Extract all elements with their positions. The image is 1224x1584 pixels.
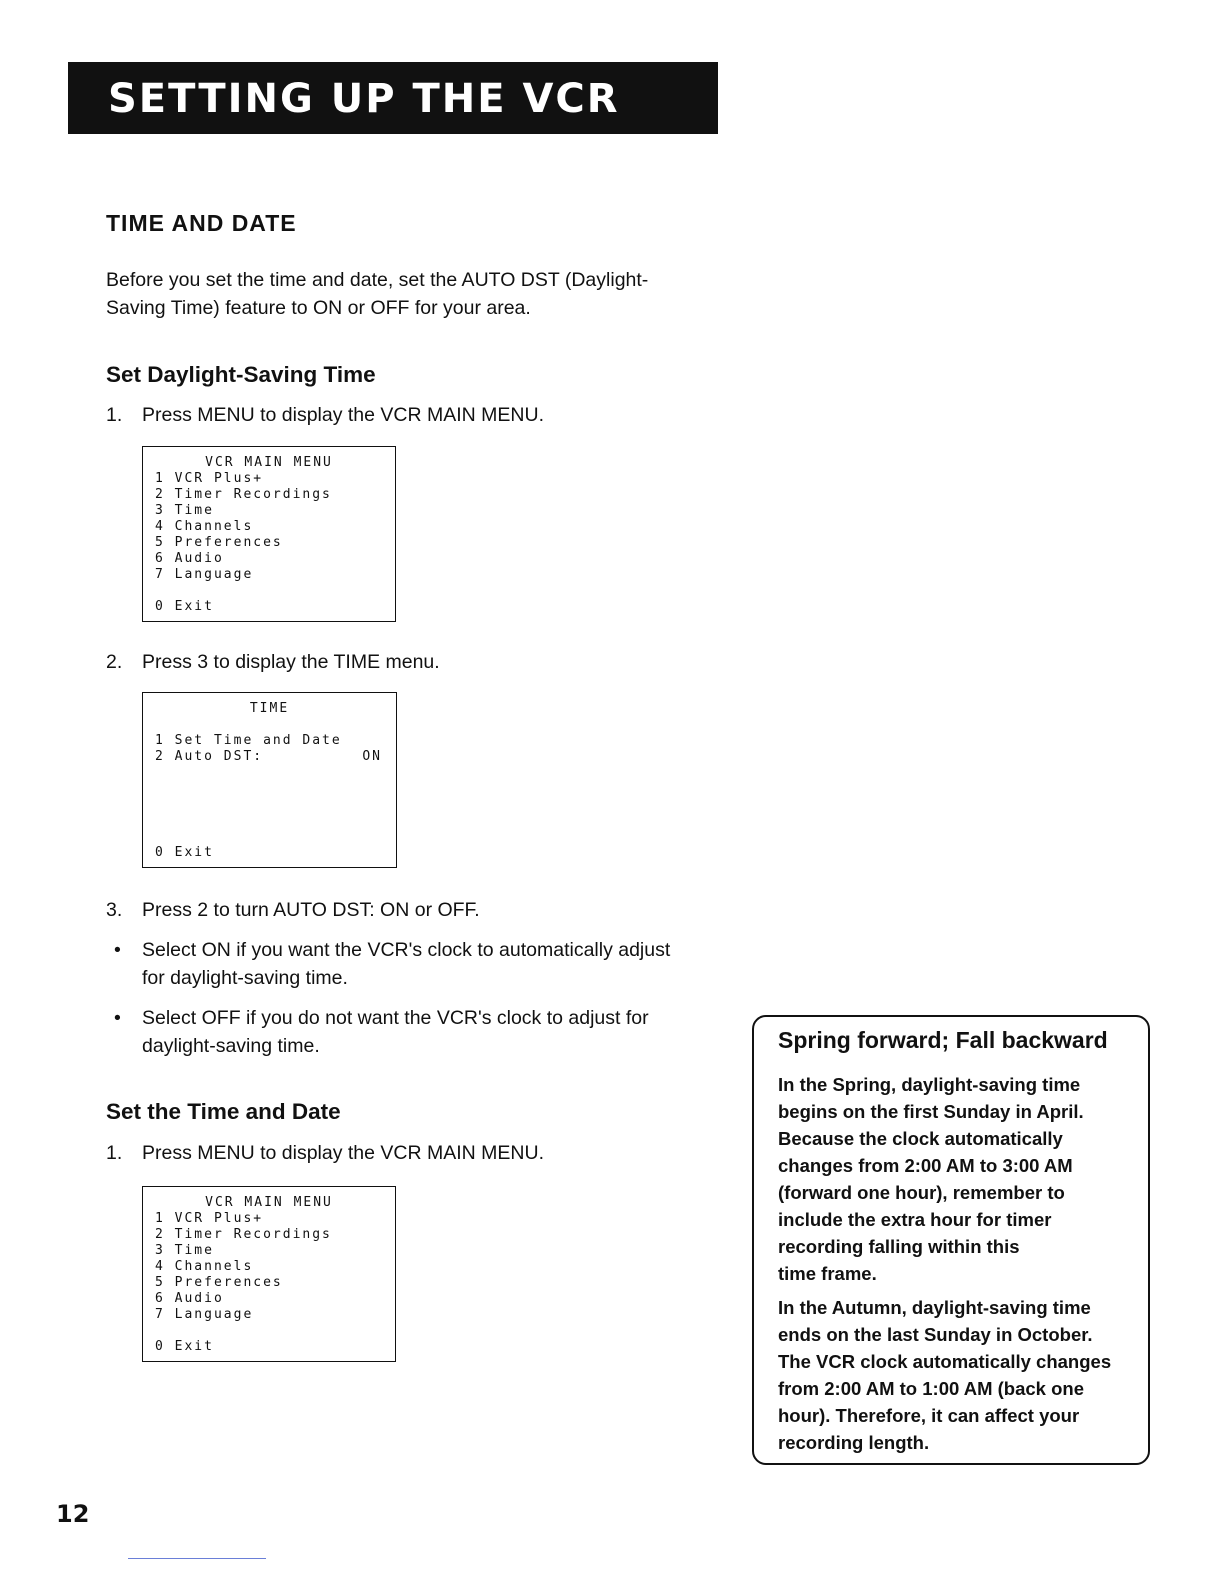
time-menu-screen	[142, 692, 397, 868]
step-number: 2.	[106, 651, 123, 673]
menu-title: TIME	[249, 701, 290, 716]
sidebar-line: Because the clock automatically	[778, 1128, 1063, 1149]
menu-title: VCR MAIN MENU	[205, 1195, 333, 1210]
menu-item: 5 Preferences	[155, 535, 283, 550]
dst-sidebar-note	[752, 1015, 1150, 1465]
step-number: 1.	[106, 1142, 123, 1164]
sidebar-line: (forward one hour), remember to	[778, 1182, 1065, 1203]
bullet-line: daylight-saving time.	[142, 1035, 320, 1057]
menu-item: 2 Timer Recordings	[155, 1227, 332, 1242]
sidebar-line: include the extra hour for timer	[778, 1209, 1052, 1230]
sidebar-line: The VCR clock automatically changes	[778, 1351, 1112, 1372]
menu-item: 7 Language	[155, 1307, 254, 1322]
menu-exit: 0 Exit	[155, 1339, 214, 1354]
bullet-dot: •	[114, 939, 121, 961]
intro-paragraph	[106, 266, 726, 322]
auto-dst-value: ON	[362, 749, 382, 764]
sidebar-line: recording length.	[778, 1432, 930, 1453]
section-title: TIME AND DATE	[106, 210, 297, 236]
sidebar-line: time frame.	[778, 1263, 877, 1284]
vcr-main-menu-screen-2	[142, 1186, 396, 1362]
footer-rule	[128, 1558, 266, 1559]
menu-item: 6 Audio	[155, 551, 224, 566]
menu-item: 5 Preferences	[155, 1275, 283, 1290]
menu-item: 2 Auto DST:	[155, 749, 264, 764]
dst-heading: Set Daylight-Saving Time	[106, 362, 376, 387]
bullet-text	[142, 1004, 722, 1060]
page-banner	[68, 62, 718, 134]
menu-item: 1 Set Time and Date	[155, 733, 342, 748]
sidebar-title: Spring forward; Fall backward	[778, 1027, 1108, 1053]
sidebar-line: recording falling within this	[778, 1236, 1020, 1257]
step-text: Press 2 to turn AUTO DST: ON or OFF.	[142, 899, 480, 921]
menu-item: 1 VCR Plus+	[155, 1211, 264, 1226]
menu-title: VCR MAIN MENU	[205, 455, 333, 470]
menu-item: 6 Audio	[155, 1291, 224, 1306]
menu-item: 4 Channels	[155, 519, 254, 534]
bullet-line: for daylight-saving time.	[142, 967, 348, 989]
bullet-dot: •	[114, 1007, 121, 1029]
banner-title: SETTING UP THE VCR	[108, 76, 620, 122]
sidebar-paragraph-autumn	[778, 1294, 1138, 1456]
sidebar-line: changes from 2:00 AM to 3:00 AM	[778, 1155, 1073, 1176]
menu-item: 1 VCR Plus+	[155, 471, 264, 486]
menu-item: 3 Time	[155, 503, 214, 518]
sidebar-line: In the Spring, daylight-saving time	[778, 1074, 1081, 1095]
step-text: Press MENU to display the VCR MAIN MENU.	[142, 404, 545, 426]
bullet-line: Select OFF if you do not want the VCR's clock to adjust for	[142, 1007, 649, 1029]
intro-line: Saving Time) feature to ON or OFF for your area.	[106, 297, 531, 319]
bullet-text	[142, 936, 722, 992]
step-text: Press MENU to display the VCR MAIN MENU.	[142, 1142, 545, 1164]
step-number: 1.	[106, 404, 123, 426]
menu-exit: 0 Exit	[155, 599, 214, 614]
sidebar-line: In the Autumn, daylight-saving time	[778, 1297, 1091, 1318]
vcr-main-menu-screen	[142, 446, 396, 622]
intro-line: Before you set the time and date, set the AUTO DST (Daylight-	[106, 269, 649, 291]
bullet-line: Select ON if you want the VCR's clock to automatically adjust	[142, 939, 671, 961]
menu-item: 3 Time	[155, 1243, 214, 1258]
sidebar-line: ends on the last Sunday in October.	[778, 1324, 1093, 1345]
sidebar-line: begins on the first Sunday in April.	[778, 1101, 1084, 1122]
timedate-heading: Set the Time and Date	[106, 1099, 341, 1124]
sidebar-paragraph-spring	[778, 1071, 1138, 1287]
sidebar-line: hour). Therefore, it can affect your	[778, 1405, 1080, 1426]
menu-item: 4 Channels	[155, 1259, 254, 1274]
step-text: Press 3 to display the TIME menu.	[142, 651, 440, 673]
menu-exit: 0 Exit	[155, 845, 214, 860]
sidebar-line: from 2:00 AM to 1:00 AM (back one	[778, 1378, 1084, 1399]
step-number: 3.	[106, 899, 123, 921]
menu-item: 2 Timer Recordings	[155, 487, 332, 502]
page-number: 12	[56, 1500, 90, 1528]
menu-item: 7 Language	[155, 567, 254, 582]
